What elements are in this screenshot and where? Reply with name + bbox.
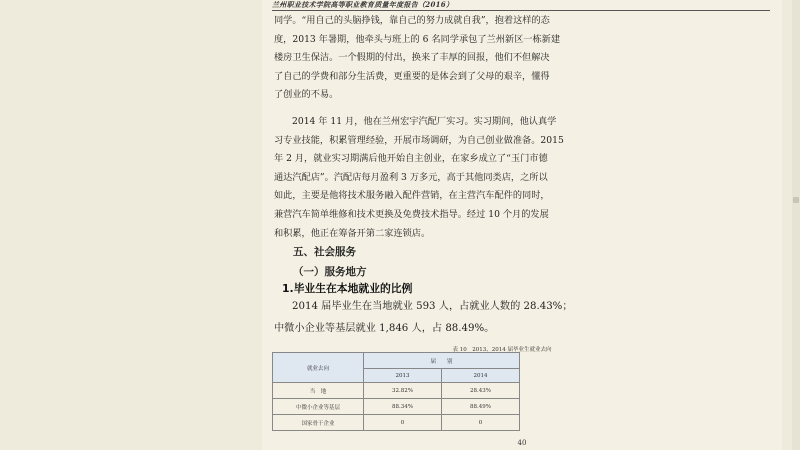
table-header-year: 2014	[442, 369, 520, 383]
page-number: 40	[517, 439, 527, 447]
text-line: 中微小企业等基层就业 1,846 人，占 88.49%。	[274, 323, 495, 334]
text-line: 了自己的学费和部分生活费，更重要的是体会到了父母的艰辛，懂得	[274, 70, 550, 82]
table-row	[273, 399, 520, 415]
table-cell: 88.34%	[364, 399, 442, 415]
table-cell: 28.43%	[442, 383, 520, 399]
text-line: 楼房卫生保洁。一个假期的付出，换来了丰厚的回报，他们不但解决	[274, 52, 550, 64]
section-heading: 五、社会服务	[293, 246, 356, 258]
table-row	[273, 383, 520, 399]
text-line: 兼营汽车简单维修和技术更换及免费技术指导。经过 10 个月的发展	[274, 208, 549, 220]
subsection-heading: （一）服务地方	[293, 266, 367, 278]
table-cell: 0	[442, 415, 520, 431]
table-cell: 88.49%	[442, 399, 520, 415]
document-page	[262, 0, 782, 450]
text-line: 了创业的不易。	[274, 89, 339, 101]
text-line: 2014 届毕业生在当地就业 593 人，占就业人数的 28.43%；	[292, 301, 573, 312]
subsubsection-heading: 1.毕业生在本地就业的比例	[282, 282, 413, 295]
table-header-cohort: 届 别	[364, 353, 520, 369]
running-header: 兰州职业技术学院高等职业教育质量年度报告（2016）	[272, 0, 454, 9]
table-cell: 国家骨干企业	[273, 415, 364, 431]
table-row	[273, 415, 520, 431]
body-paragraph	[274, 296, 774, 340]
table-cell: 中微小企业等基层	[273, 399, 364, 415]
text-line: 如此，主要是他将技术服务融入配件营销，在主营汽车配件的同时，	[274, 190, 550, 202]
header-rule	[272, 10, 770, 11]
table-caption: 表 10 2013、2014 届毕业生就业去向	[452, 347, 552, 353]
employment-table	[272, 352, 520, 432]
text-line: 和积累，他正在筹备开第二家连锁店。	[274, 227, 431, 239]
paragraph-2	[274, 113, 774, 243]
text-line: 年 2 月，就业实习期满后他开始自主创业，在家乡成立了“玉门市德	[274, 153, 548, 165]
text-line: 2014 年 11 月，他在兰州宏宇汽配厂实习。实习期间，他认真学	[292, 116, 557, 127]
text-line: 通达汽配店”。汽配店每月盈利 3 万多元，高于其他同类店，之所以	[274, 171, 548, 183]
table-cell: 0	[364, 415, 442, 431]
table-cell: 32.82%	[364, 383, 442, 399]
table-header-destination: 就业去向	[273, 353, 364, 383]
text-line: 同学。“用自己的头脑挣钱，靠自己的努力成就自我”，抱着这样的态	[274, 15, 550, 26]
scrollbar-thumb[interactable]	[793, 197, 799, 203]
text-line: 度，2013 年暑期，他牵头与班上的 6 名同学承包了兰州新区一栋新建	[274, 33, 561, 45]
text-line: 习专业技能，积累管理经验，开展市场调研，为自己创业做准备。2015	[274, 134, 564, 146]
table-cell: 当 地	[273, 383, 364, 399]
vertical-scrollbar[interactable]	[792, 0, 800, 450]
paragraph-1	[274, 12, 774, 105]
table-header-year: 2013	[364, 369, 442, 383]
